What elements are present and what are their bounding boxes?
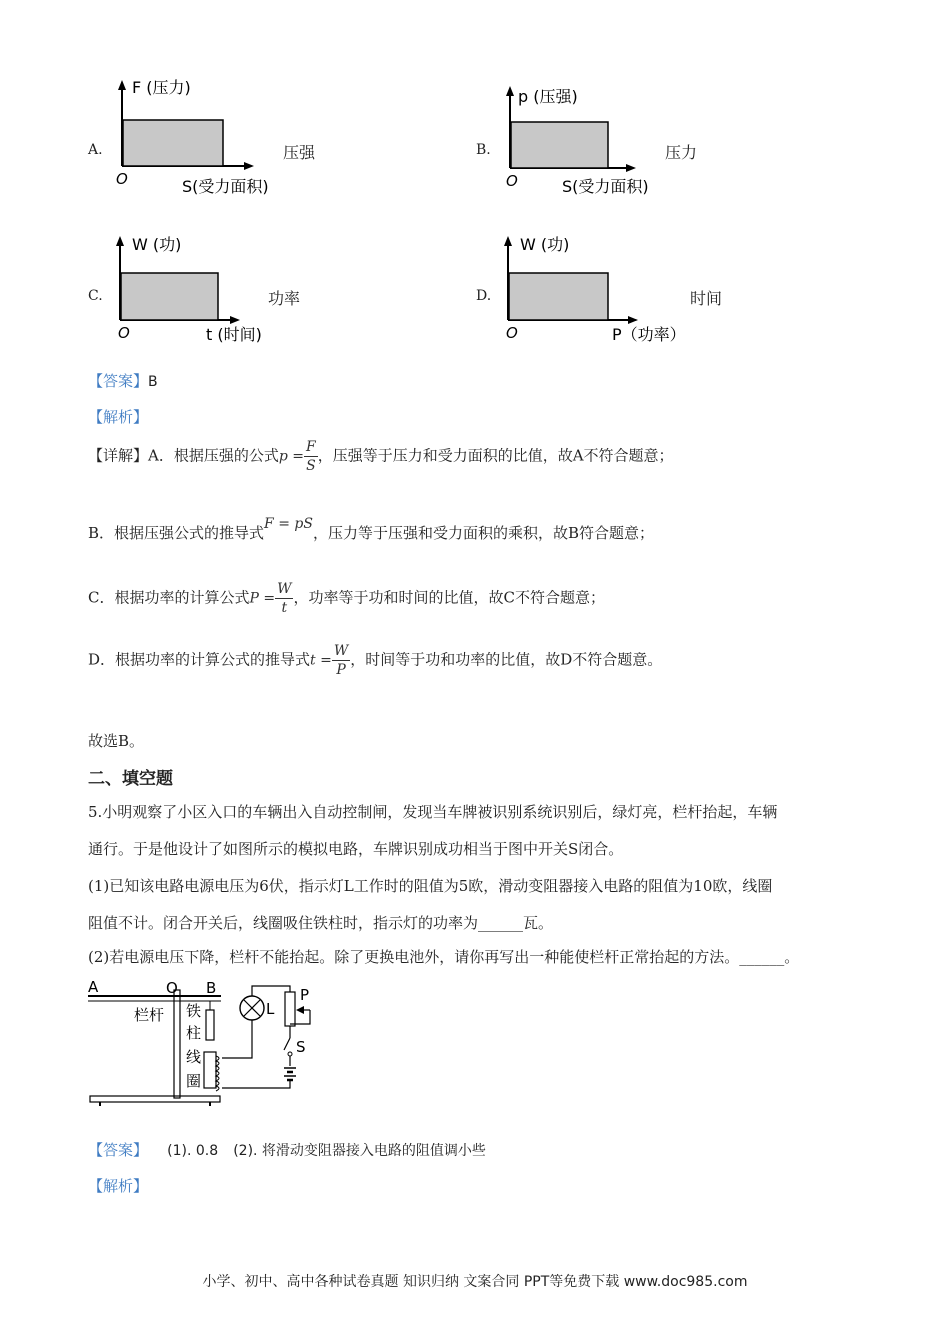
option-d-graph (494, 232, 704, 354)
detail-d-denominator: P (336, 662, 346, 678)
analysis-tag-2: 【解析】 (88, 1177, 149, 1195)
label-p: P (300, 986, 310, 1004)
shaded-area (123, 120, 223, 166)
option-b-side-label: 压力 (665, 143, 698, 162)
footer: 小学、初中、高中各种试卷真题 知识归纳 文案合同 PPT等免费下载 www.doc985.com (202, 1274, 748, 1290)
label-s: S (296, 1038, 306, 1056)
option-a-graph (108, 76, 308, 205)
detail-d-numerator: W (333, 643, 349, 659)
detail-c-prefix: C．根据功率的计算公式 (88, 588, 250, 607)
origin-label: O (506, 324, 518, 342)
detail-a-numerator: F (306, 439, 316, 455)
x-axis-label: t (时间) (206, 325, 262, 344)
detail-c-numerator: W (277, 581, 292, 597)
x-axis-label: S(受力面积) (562, 177, 649, 196)
label-xian: 线 (186, 1048, 202, 1066)
rheostat (285, 992, 295, 1026)
detail-b (88, 516, 654, 543)
y-axis-label: W (功) (520, 235, 570, 254)
answer-value: B (148, 374, 158, 390)
label-o: O (166, 979, 178, 997)
option-c-side-label: 功率 (268, 289, 301, 308)
option-c-letter: C. (88, 288, 103, 304)
label-zhu: 柱 (186, 1024, 202, 1042)
y-arrow (118, 80, 126, 90)
x-arrow (244, 162, 254, 170)
label-tie: 铁 (186, 1002, 202, 1020)
answer-part1: (1). 0.8 (167, 1143, 219, 1159)
detail-c-fraction (275, 580, 293, 617)
answer-tag: 【答案】 (88, 372, 149, 390)
detail-b-suffix: ，压力等于压强和受力面积的乘积，故B符合题意； (312, 524, 654, 542)
section-title: 二、填空题 (88, 769, 173, 789)
q5-line5: (2)若电源电压下降，栏杆不能抬起。除了更换电池外，请你再写出一种能使栏杆正常抬起的方法。______。 (88, 948, 800, 966)
label-b: B (206, 979, 217, 997)
detail-c (88, 580, 605, 617)
detail-b-formula: F = pS (264, 516, 313, 532)
answer-part2: (2). 将滑动变阻器接入电路的阻值调小些 (233, 1143, 486, 1159)
detail-c-suffix: ，功率等于功和时间的比值，故C不符合题意； (293, 588, 605, 607)
analysis-tag-1: 【解析】 (88, 408, 149, 426)
detail-c-denominator: t (281, 600, 288, 616)
q5-line2: 通行。于是他设计了如图所示的模拟电路，车牌识别成功相当于图中开关S闭合。 (88, 840, 624, 858)
option-d-letter: D. (476, 288, 492, 304)
label-rod: 栏杆 (134, 1006, 165, 1024)
detail-a-suffix: ，压强等于压力和受力面积的比值，故A不符合题意； (317, 446, 674, 465)
coil (204, 1052, 216, 1088)
detail-a-prefix: 【详解】A．根据压强的公式 (88, 446, 279, 465)
detail-d-fraction (332, 642, 350, 679)
y-axis-label: F (压力) (132, 78, 191, 97)
detail-d-lhs: t = (310, 652, 332, 669)
conclusion: 故选B。 (88, 732, 145, 750)
x-axis-label: P（功率） (612, 325, 686, 344)
detail-d (88, 642, 662, 679)
base (90, 1096, 220, 1102)
detail-d-suffix: ，时间等于功和功率的比值，故D不符合题意。 (350, 650, 663, 669)
y-axis-label: p (压强) (518, 87, 578, 106)
origin-label: O (118, 324, 130, 342)
detail-a-lhs: p = (278, 448, 304, 465)
x-axis-label: S(受力面积) (182, 177, 269, 196)
option-b-letter: B. (476, 142, 491, 158)
switch (284, 1038, 290, 1050)
origin-label: O (116, 170, 128, 188)
detail-c-lhs: P = (249, 590, 276, 607)
detail-b-prefix: B．根据压强公式的推导式 (88, 524, 265, 542)
option-d-side-label: 时间 (690, 289, 723, 308)
answer-tag: 【答案】 (88, 1141, 149, 1159)
option-a-side-label: 压强 (283, 143, 316, 162)
answer-2 (88, 1139, 486, 1160)
iron-bar (206, 1010, 214, 1040)
label-quan: 圈 (186, 1072, 202, 1090)
q5-line1: 5.小明观察了小区入口的车辆出入自动控制闸，发现当车牌被识别系统识别后，绿灯亮，栏杆抬起，车辆 (88, 803, 778, 821)
origin-label: O (506, 172, 518, 190)
label-a: A (88, 978, 99, 996)
circuit-diagram (86, 976, 326, 1116)
q5-line3: (1)已知该电路电源电压为6伏，指示灯L工作时的阻值为5欧，滑动变阻器接入电路的阻值为10欧，线圈 (88, 877, 773, 895)
pivot-post (174, 990, 180, 1098)
detail-a-denominator: S (306, 458, 316, 474)
y-axis-label: W (功) (132, 235, 182, 254)
detail-d-prefix: D．根据功率的计算公式的推导式 (88, 650, 311, 669)
detail-a-fraction (304, 438, 318, 475)
option-a-letter: A. (88, 142, 103, 158)
detail-a (88, 438, 674, 475)
q5-line4: 阻值不计。闭合开关后，线圈吸住铁柱时，指示灯的功率为______瓦。 (88, 914, 554, 932)
label-l: L (266, 1000, 275, 1018)
answer-1 (88, 370, 158, 391)
